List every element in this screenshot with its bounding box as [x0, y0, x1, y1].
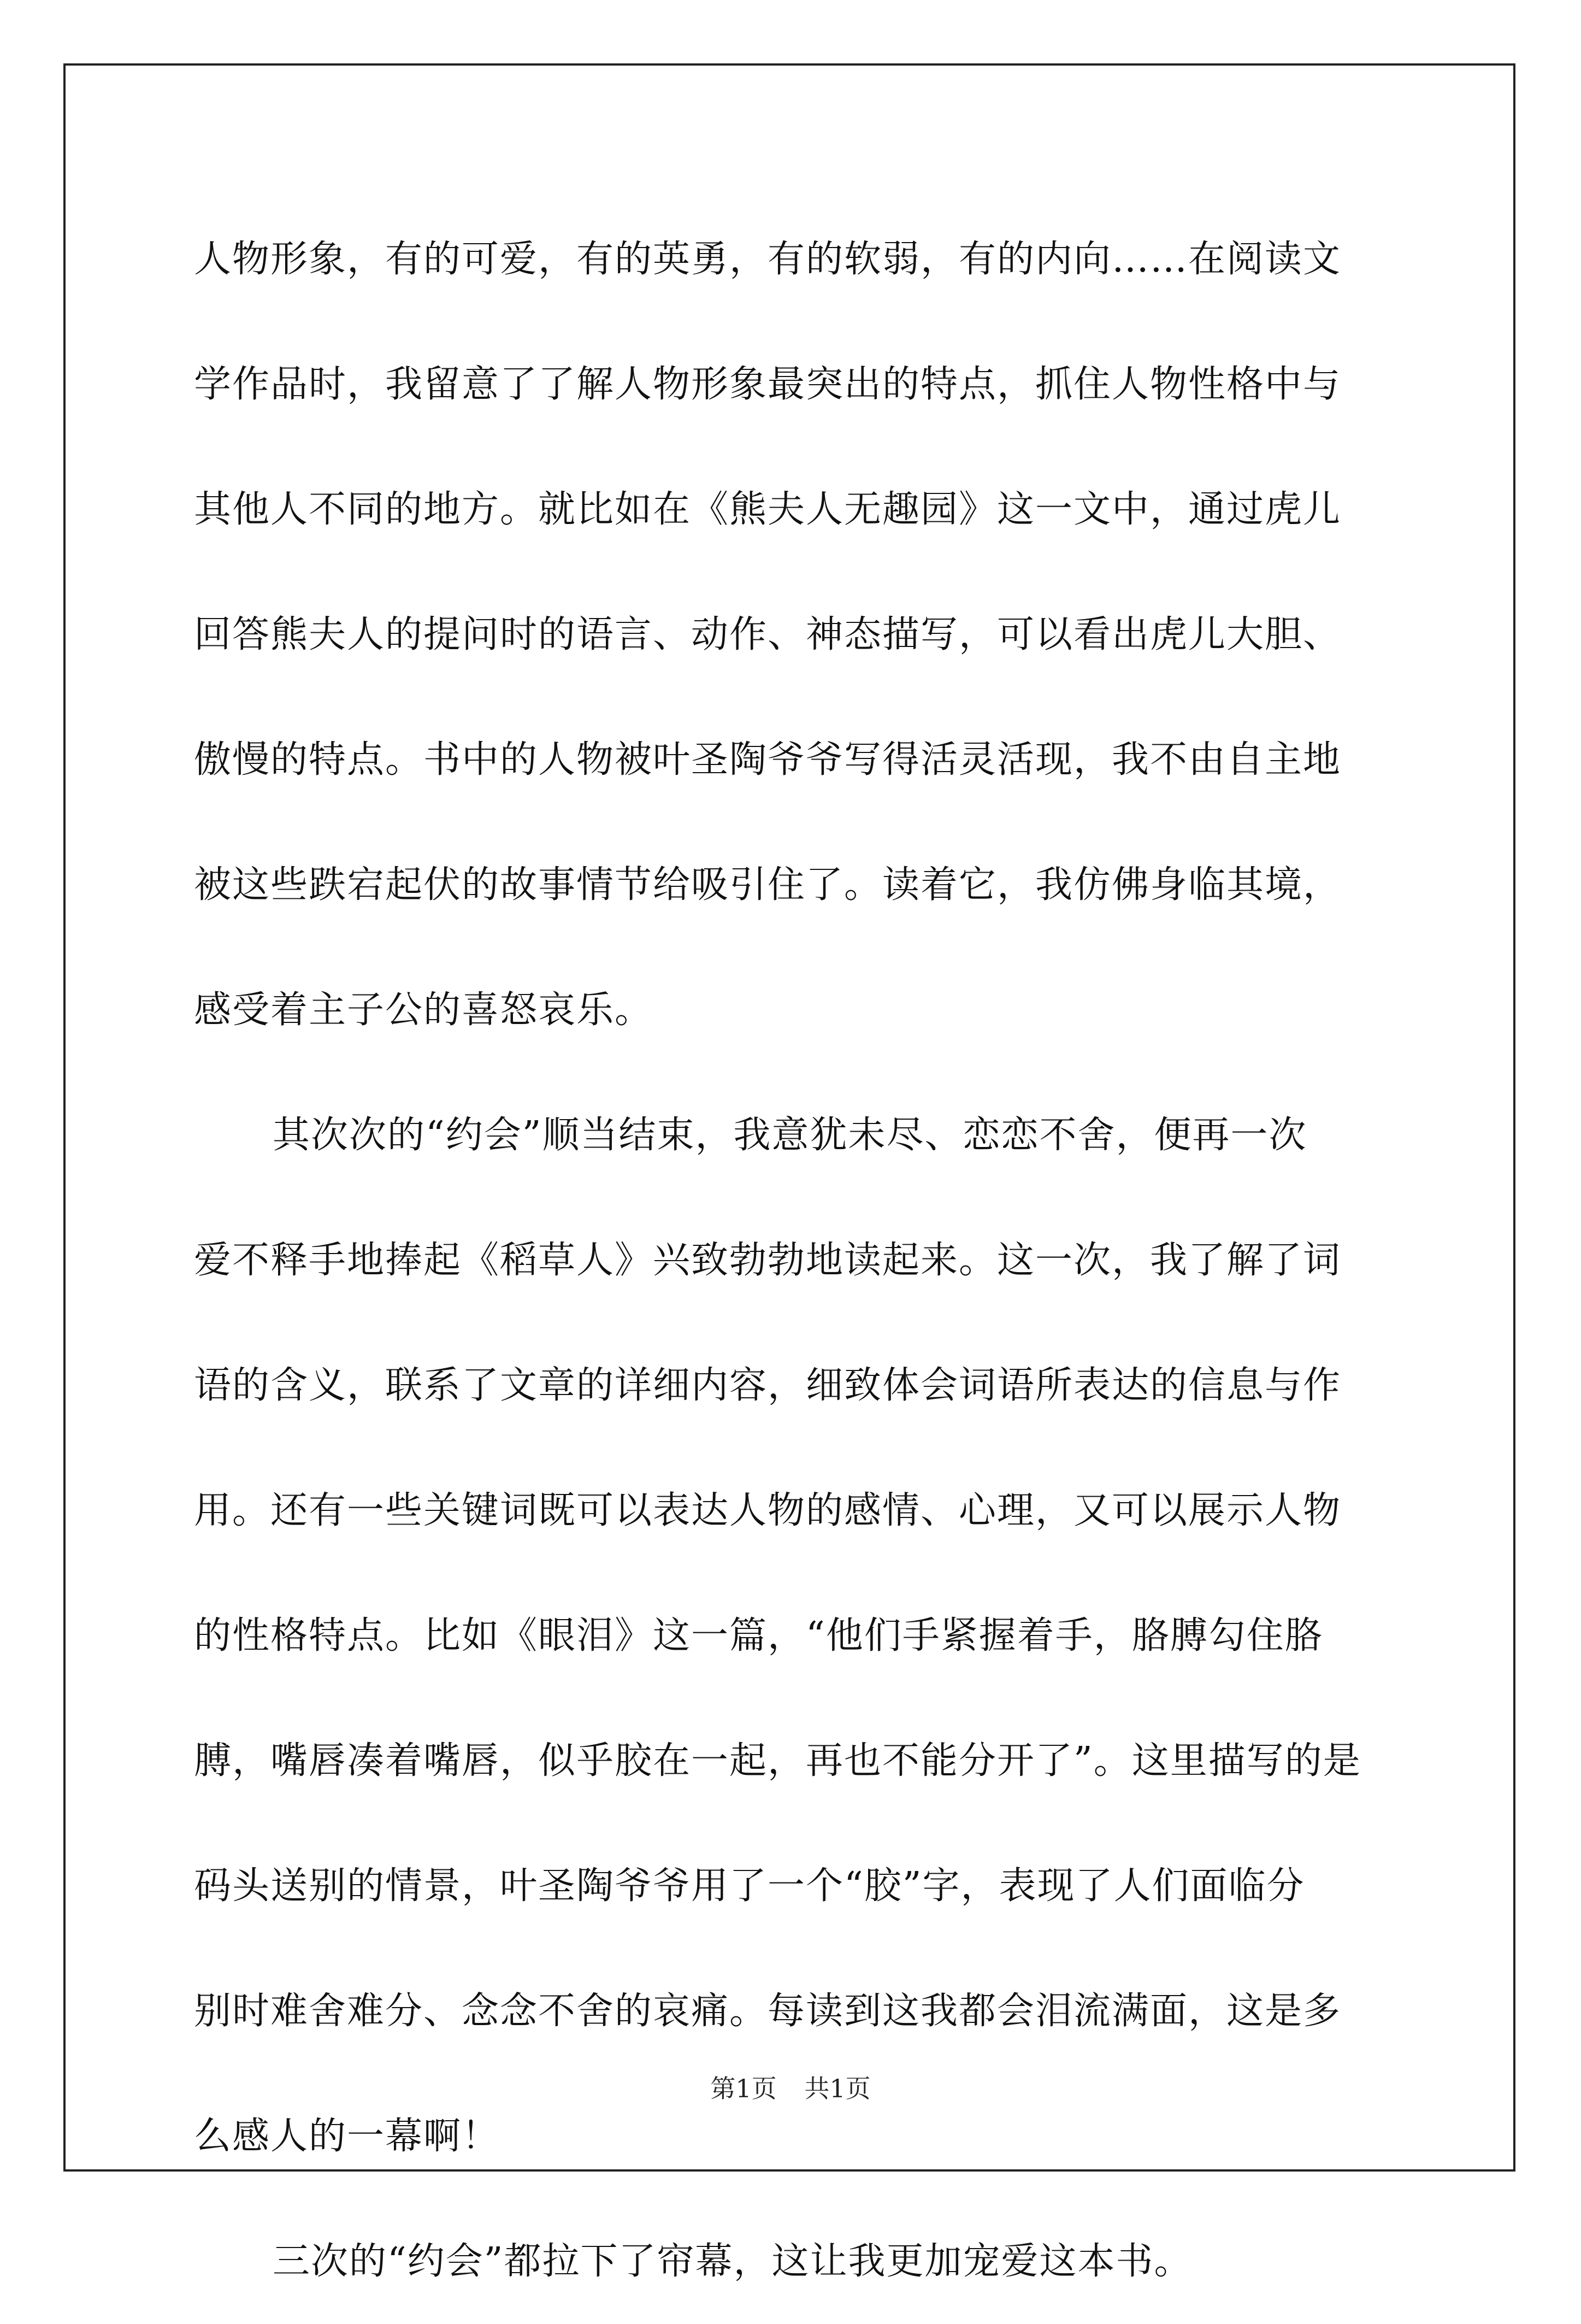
document-body [194, 197, 1390, 2324]
text-line: 的性格特点。比如《眼泪》这一篇，“他们手紧握着手，胳膊勾住胳 [194, 1614, 1323, 1657]
text-line: 人物形象，有的可爱，有的英勇，有的软弱，有的内向……在阅读文 [194, 238, 1342, 281]
text-line: 三次的“约会”都拉下了帘幕，这让我更加宠爱这本书。 [273, 2240, 1193, 2283]
text-line: 码头送别的情景，叶圣陶爷爷用了一个“胶”字，表现了人们面临分 [194, 1864, 1305, 1908]
page-footer [0, 2069, 1581, 2105]
text-line: 回答熊夫人的提问时的语言、动作、神态描写，可以看出虎儿大胆、 [194, 613, 1342, 656]
text-line: 傲慢的特点。书中的人物被叶圣陶爷爷写得活灵活现，我不由自主地 [194, 738, 1342, 781]
text-line: 么感人的一幕啊！ [194, 2115, 500, 2158]
text-line: 学作品时，我留意了了解人物形象最突出的特点，抓住人物性格中与 [194, 363, 1342, 406]
text-line: 感受着主子公的喜怒哀乐。 [194, 989, 653, 1032]
text-line: 被这些跌宕起伏的故事情节给吸引住了。读着它，我仿佛身临其境， [194, 863, 1342, 907]
page-number: 第1页 [710, 2074, 777, 2103]
page-total: 共1页 [804, 2074, 871, 2103]
text-line: 其次次的“约会”顺当结束，我意犹未尽、恋恋不舍，便再一次 [273, 1114, 1307, 1157]
text-line: 膊，嘴唇凑着嘴唇，似乎胶在一起，再也不能分开了”。这里描写的是 [194, 1739, 1361, 1782]
text-line: 用。还有一些关键词既可以表达人物的感情、心理，又可以展示人物 [194, 1489, 1342, 1532]
text-line: 语的含义，联系了文章的详细内容，细致体会词语所表达的信息与作 [194, 1364, 1342, 1407]
text-line: 其他人不同的地方。就比如在《熊夫人无趣园》这一文中，通过虎儿 [194, 488, 1342, 531]
text-line: 爱不释手地捧起《稻草人》兴致勃勃地读起来。这一次，我了解了词 [194, 1239, 1342, 1282]
text-line: 别时难舍难分、念念不舍的哀痛。每读到这我都会泪流满面，这是多 [194, 1990, 1342, 2033]
